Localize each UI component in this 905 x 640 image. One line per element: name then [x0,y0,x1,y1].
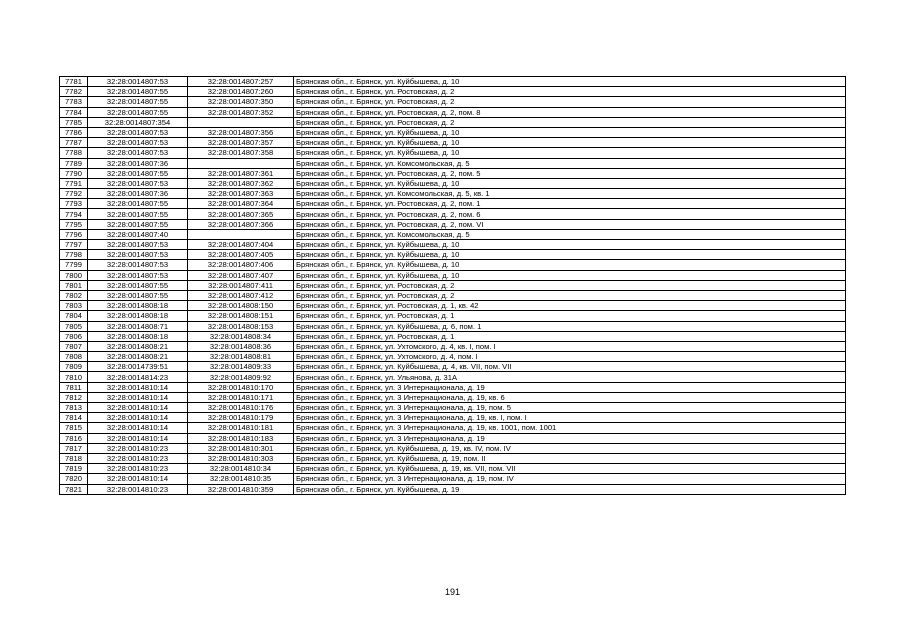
records-table [59,76,846,495]
address-cell: Брянская обл., г. Брянск, ул. Ростовская, д. 2 [294,280,846,290]
table-row [60,127,846,137]
cadastral-number-parcel-cell: 32:28:0014810:23 [88,443,188,453]
cadastral-number-object-cell: 32:28:0014809:33 [188,362,294,372]
row-number-cell: 7816 [60,433,88,443]
row-number-cell: 7811 [60,382,88,392]
cadastral-number-object-cell: 32:28:0014810:301 [188,443,294,453]
cadastral-number-parcel-cell: 32:28:0014739:51 [88,362,188,372]
table-row [60,372,846,382]
address-cell: Брянская обл., г. Брянск, ул. 3 Интернационала, д. 19, кв. 1001, пом. 1001 [294,423,846,433]
records-table-body [60,77,846,495]
table-row [60,270,846,280]
address-cell: Брянская обл., г. Брянск, ул. Куйбышева, д. 10 [294,270,846,280]
row-number-cell: 7795 [60,219,88,229]
row-number-cell: 7817 [60,443,88,453]
cadastral-number-parcel-cell: 32:28:0014810:14 [88,413,188,423]
cadastral-number-object-cell: 32:28:0014807:411 [188,280,294,290]
row-number-cell: 7784 [60,107,88,117]
row-number-cell: 7797 [60,240,88,250]
cadastral-number-parcel-cell: 32:28:0014810:14 [88,403,188,413]
cadastral-number-object-cell: 32:28:0014807:361 [188,168,294,178]
cadastral-number-object-cell: 32:28:0014807:357 [188,138,294,148]
row-number-cell: 7812 [60,392,88,402]
cadastral-number-parcel-cell: 32:28:0014807:55 [88,97,188,107]
cadastral-number-object-cell: 32:28:0014807:350 [188,97,294,107]
table-row [60,433,846,443]
cadastral-number-parcel-cell: 32:28:0014807:55 [88,209,188,219]
cadastral-number-object-cell: 32:28:0014810:171 [188,392,294,402]
table-row [60,229,846,239]
row-number-cell: 7803 [60,301,88,311]
row-number-cell: 7805 [60,321,88,331]
cadastral-number-object-cell: 32:28:0014810:34 [188,464,294,474]
row-number-cell: 7807 [60,341,88,351]
table-row [60,321,846,331]
row-number-cell: 7785 [60,117,88,127]
cadastral-number-parcel-cell: 32:28:0014807:55 [88,199,188,209]
row-number-cell: 7806 [60,331,88,341]
table-row [60,87,846,97]
cadastral-number-parcel-cell: 32:28:0014808:18 [88,311,188,321]
address-cell: Брянская обл., г. Брянск, ул. Куйбышева, д. 6, пом. 1 [294,321,846,331]
address-cell: Брянская обл., г. Брянск, ул. 3 Интернационала, д. 19 [294,382,846,392]
row-number-cell: 7790 [60,168,88,178]
address-cell: Брянская обл., г. Брянск, ул. 3 Интернационала, д. 19, пом. 5 [294,403,846,413]
cadastral-number-parcel-cell: 32:28:0014808:71 [88,321,188,331]
table-row [60,403,846,413]
cadastral-number-object-cell: 32:28:0014808:34 [188,331,294,341]
cadastral-number-parcel-cell: 32:28:0014807:53 [88,250,188,260]
address-cell: Брянская обл., г. Брянск, ул. Куйбышева, д. 10 [294,138,846,148]
cadastral-number-object-cell: 32:28:0014807:356 [188,127,294,137]
address-cell: Брянская обл., г. Брянск, ул. Ростовская, д. 2, пом. VI [294,219,846,229]
cadastral-number-parcel-cell: 32:28:0014807:55 [88,290,188,300]
cadastral-number-object-cell: 32:28:0014809:92 [188,372,294,382]
address-cell: Брянская обл., г. Брянск, ул. Куйбышева, д. 19, пом. II [294,453,846,463]
table-row [60,352,846,362]
row-number-cell: 7798 [60,250,88,260]
table-row [60,382,846,392]
table-row [60,362,846,372]
table-row [60,413,846,423]
table-row [60,178,846,188]
cadastral-number-parcel-cell: 32:28:0014807:55 [88,219,188,229]
table-row [60,148,846,158]
cadastral-number-parcel-cell: 32:28:0014810:23 [88,464,188,474]
table-row [60,290,846,300]
row-number-cell: 7788 [60,148,88,158]
cadastral-number-object-cell: 32:28:0014807:412 [188,290,294,300]
address-cell: Брянская обл., г. Брянск, ул. Ростовская, д. 2 [294,290,846,300]
row-number-cell: 7815 [60,423,88,433]
cadastral-number-parcel-cell: 32:28:0014807:53 [88,260,188,270]
row-number-cell: 7792 [60,189,88,199]
cadastral-number-object-cell: 32:28:0014808:81 [188,352,294,362]
cadastral-number-object-cell: 32:28:0014807:407 [188,270,294,280]
cadastral-number-object-cell: 32:28:0014807:352 [188,107,294,117]
address-cell: Брянская обл., г. Брянск, ул. Ростовская, д. 1 [294,311,846,321]
cadastral-number-parcel-cell: 32:28:0014807:36 [88,189,188,199]
cadastral-number-object-cell: 32:28:0014807:260 [188,87,294,97]
address-cell: Брянская обл., г. Брянск, ул. 3 Интернационала, д. 19 [294,433,846,443]
cadastral-number-parcel-cell: 32:28:0014810:14 [88,433,188,443]
address-cell: Брянская обл., г. Брянск, ул. Ухтомского, д. 4, пом. I [294,352,846,362]
cadastral-number-parcel-cell: 32:28:0014807:53 [88,178,188,188]
row-number-cell: 7799 [60,260,88,270]
cadastral-number-parcel-cell: 32:28:0014808:21 [88,341,188,351]
cadastral-number-parcel-cell: 32:28:0014807:36 [88,158,188,168]
table-row [60,97,846,107]
cadastral-number-parcel-cell: 32:28:0014807:53 [88,240,188,250]
table-row [60,443,846,453]
table-row [60,331,846,341]
row-number-cell: 7813 [60,403,88,413]
table-row [60,301,846,311]
cadastral-number-parcel-cell: 32:28:0014807:55 [88,87,188,97]
cadastral-number-parcel-cell: 32:28:0014814:23 [88,372,188,382]
table-row [60,280,846,290]
row-number-cell: 7789 [60,158,88,168]
table-row [60,117,846,127]
address-cell: Брянская обл., г. Брянск, ул. Куйбышева, д. 10 [294,148,846,158]
cadastral-number-parcel-cell: 32:28:0014807:53 [88,127,188,137]
table-row [60,484,846,494]
row-number-cell: 7814 [60,413,88,423]
row-number-cell: 7793 [60,199,88,209]
address-cell: Брянская обл., г. Брянск, ул. Куйбышева, д. 10 [294,250,846,260]
cadastral-number-parcel-cell: 32:28:0014808:18 [88,301,188,311]
address-cell: Брянская обл., г. Брянск, ул. Куйбышева, д. 19, кв. IV, пом. IV [294,443,846,453]
cadastral-number-object-cell: 32:28:0014807:363 [188,189,294,199]
address-cell: Брянская обл., г. Брянск, ул. Комсомольская, д. 5, кв. 1 [294,189,846,199]
row-number-cell: 7787 [60,138,88,148]
table-row [60,392,846,402]
row-number-cell: 7802 [60,290,88,300]
cadastral-number-parcel-cell: 32:28:0014807:53 [88,77,188,87]
address-cell: Брянская обл., г. Брянск, ул. Куйбышева, д. 10 [294,77,846,87]
cadastral-number-parcel-cell: 32:28:0014807:55 [88,107,188,117]
row-number-cell: 7781 [60,77,88,87]
address-cell: Брянская обл., г. Брянск, ул. Ростовская, д. 2 [294,87,846,97]
cadastral-number-parcel-cell: 32:28:0014810:14 [88,392,188,402]
table-row [60,240,846,250]
cadastral-number-parcel-cell: 32:28:0014810:14 [88,474,188,484]
cadastral-number-object-cell: 32:28:0014807:257 [188,77,294,87]
row-number-cell: 7796 [60,229,88,239]
cadastral-number-object-cell: 32:28:0014807:404 [188,240,294,250]
table-row [60,209,846,219]
address-cell: Брянская обл., г. Брянск, ул. Куйбышева, д. 19, кв. VII, пом. VII [294,464,846,474]
address-cell: Брянская обл., г. Брянск, ул. Куйбышева, д. 19 [294,484,846,494]
address-cell: Брянская обл., г. Брянск, ул. Комсомольская, д. 5 [294,229,846,239]
cadastral-number-object-cell: 32:28:0014810:176 [188,403,294,413]
page-number: 191 [444,587,461,597]
table-row [60,464,846,474]
address-cell: Брянская обл., г. Брянск, ул. Ростовская, д. 2 [294,117,846,127]
address-cell: Брянская обл., г. Брянск, ул. Ростовская, д. 2, пом. 6 [294,209,846,219]
cadastral-number-object-cell: 32:28:0014807:362 [188,178,294,188]
address-cell: Брянская обл., г. Брянск, ул. Куйбышева, д. 4, кв. VII, пом. VII [294,362,846,372]
address-cell: Брянская обл., г. Брянск, ул. Куйбышева, д. 10 [294,127,846,137]
row-number-cell: 7804 [60,311,88,321]
cadastral-number-parcel-cell: 32:28:0014810:14 [88,423,188,433]
table-row [60,311,846,321]
address-cell: Брянская обл., г. Брянск, ул. Ростовская, д. 1 [294,331,846,341]
cadastral-number-parcel-cell: 32:28:0014807:53 [88,138,188,148]
cadastral-number-object-cell: 32:28:0014810:170 [188,382,294,392]
table-row [60,77,846,87]
cadastral-number-parcel-cell: 32:28:0014810:14 [88,382,188,392]
address-cell: Брянская обл., г. Брянск, ул. Куйбышева, д. 10 [294,178,846,188]
cadastral-number-object-cell: 32:28:0014807:365 [188,209,294,219]
cadastral-number-parcel-cell: 32:28:0014807:53 [88,270,188,280]
row-number-cell: 7782 [60,87,88,97]
row-number-cell: 7820 [60,474,88,484]
cadastral-number-parcel-cell: 32:28:0014808:18 [88,331,188,341]
table-row [60,189,846,199]
cadastral-number-object-cell: 32:28:0014810:303 [188,453,294,463]
address-cell: Брянская обл., г. Брянск, ул. Куйбышева, д. 10 [294,240,846,250]
address-cell: Брянская обл., г. Брянск, ул. 3 Интернационала, д. 19, кв. 6 [294,392,846,402]
table-row [60,219,846,229]
address-cell: Брянская обл., г. Брянск, ул. Ростовская, д. 2, пом. 1 [294,199,846,209]
cadastral-number-object-cell: 32:28:0014810:183 [188,433,294,443]
address-cell: Брянская обл., г. Брянск, ул. Ухтомского, д. 4, кв. I, пом. I [294,341,846,351]
cadastral-number-object-cell: 32:28:0014810:35 [188,474,294,484]
cadastral-number-object-cell: 32:28:0014808:153 [188,321,294,331]
cadastral-number-object-cell: 32:28:0014807:405 [188,250,294,260]
cadastral-number-object-cell: 32:28:0014807:358 [188,148,294,158]
row-number-cell: 7819 [60,464,88,474]
cadastral-number-object-cell: 32:28:0014810:181 [188,423,294,433]
row-number-cell: 7810 [60,372,88,382]
cadastral-number-object-cell: 32:28:0014810:179 [188,413,294,423]
table-row [60,199,846,209]
row-number-cell: 7818 [60,453,88,463]
row-number-cell: 7801 [60,280,88,290]
cadastral-number-object-cell: 32:28:0014807:366 [188,219,294,229]
address-cell: Брянская обл., г. Брянск, ул. 3 Интернационала, д. 19, кв. I, пом. I [294,413,846,423]
address-cell: Брянская обл., г. Брянск, ул. Ростовская, д. 1, кв. 42 [294,301,846,311]
row-number-cell: 7794 [60,209,88,219]
address-cell: Брянская обл., г. Брянск, ул. Ростовская, д. 2 [294,97,846,107]
cadastral-number-parcel-cell: 32:28:0014807:55 [88,280,188,290]
row-number-cell: 7783 [60,97,88,107]
cadastral-number-parcel-cell: 32:28:0014807:53 [88,148,188,158]
cadastral-number-parcel-cell: 32:28:0014807:354 [88,117,188,127]
cadastral-number-object-cell [188,229,294,239]
row-number-cell: 7808 [60,352,88,362]
table-row [60,107,846,117]
table-row [60,341,846,351]
cadastral-number-object-cell: 32:28:0014807:364 [188,199,294,209]
address-cell: Брянская обл., г. Брянск, ул. Комсомольская, д. 5 [294,158,846,168]
cadastral-number-object-cell: 32:28:0014808:150 [188,301,294,311]
table-row [60,250,846,260]
table-row [60,168,846,178]
cadastral-number-parcel-cell: 32:28:0014810:23 [88,453,188,463]
cadastral-number-object-cell: 32:28:0014808:36 [188,341,294,351]
cadastral-number-object-cell: 32:28:0014807:406 [188,260,294,270]
address-cell: Брянская обл., г. Брянск, ул. Куйбышева, д. 10 [294,260,846,270]
table-row [60,158,846,168]
table-row [60,423,846,433]
table-row [60,260,846,270]
row-number-cell: 7800 [60,270,88,280]
row-number-cell: 7809 [60,362,88,372]
cadastral-number-parcel-cell: 32:28:0014807:55 [88,168,188,178]
address-cell: Брянская обл., г. Брянск, ул. Ростовская, д. 2, пом. 5 [294,168,846,178]
cadastral-number-object-cell [188,158,294,168]
table-row [60,138,846,148]
address-cell: Брянская обл., г. Брянск, ул. Ульянова, д. 31А [294,372,846,382]
cadastral-number-parcel-cell: 32:28:0014810:23 [88,484,188,494]
address-cell: Брянская обл., г. Брянск, ул. 3 Интернационала, д. 19, пом. IV [294,474,846,484]
table-row [60,453,846,463]
row-number-cell: 7821 [60,484,88,494]
row-number-cell: 7786 [60,127,88,137]
cadastral-number-parcel-cell: 32:28:0014808:21 [88,352,188,362]
table-row [60,474,846,484]
cadastral-number-object-cell [188,117,294,127]
address-cell: Брянская обл., г. Брянск, ул. Ростовская, д. 2, пом. 8 [294,107,846,117]
cadastral-number-object-cell: 32:28:0014808:151 [188,311,294,321]
cadastral-number-parcel-cell: 32:28:0014807:40 [88,229,188,239]
cadastral-number-object-cell: 32:28:0014810:359 [188,484,294,494]
row-number-cell: 7791 [60,178,88,188]
